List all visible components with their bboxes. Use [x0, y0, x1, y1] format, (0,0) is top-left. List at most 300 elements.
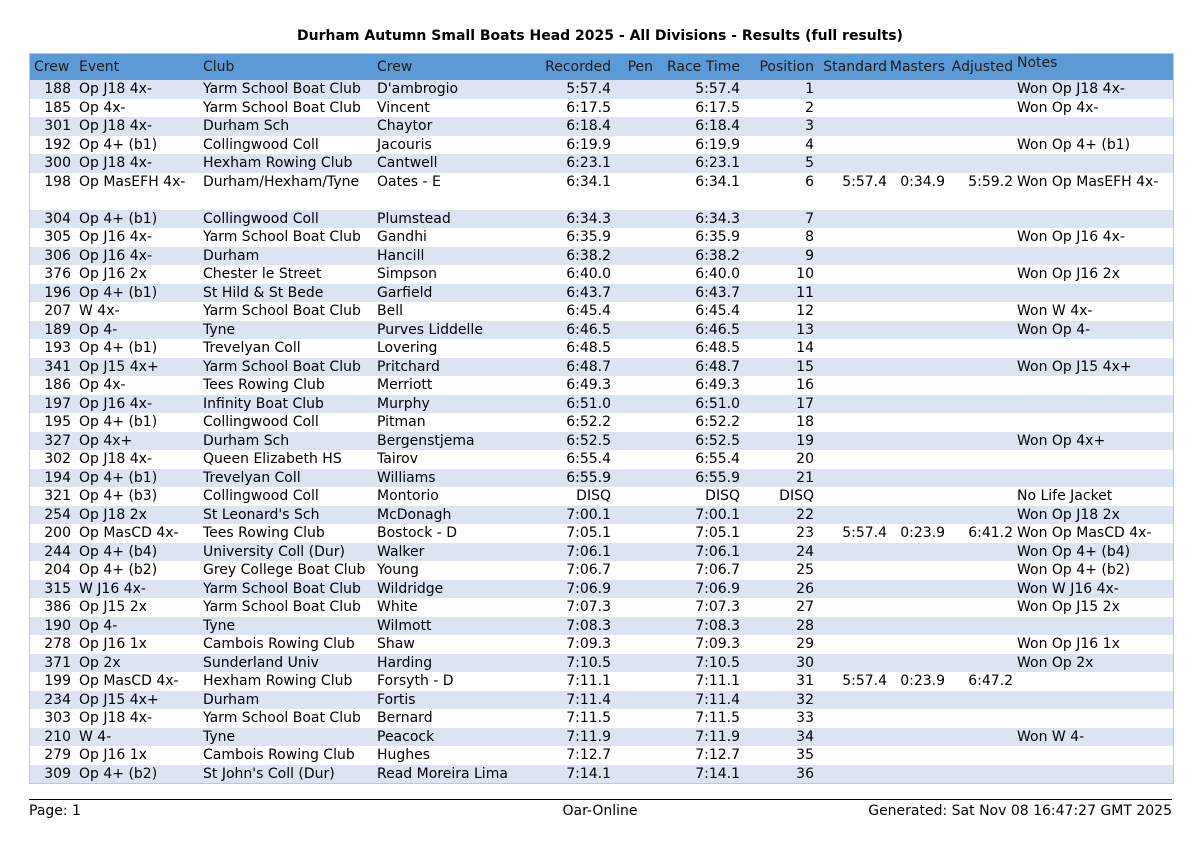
- cell-recorded: 6:40.0: [566, 266, 611, 282]
- cell-pen: [611, 524, 653, 543]
- cell-notes: Won Op 4+ (b1): [1017, 136, 1131, 153]
- cell-adjusted: [945, 228, 1013, 247]
- cell-event: Op J16 2x: [79, 266, 147, 282]
- cell-masters: [887, 136, 945, 155]
- cell-adjusted: [945, 376, 1013, 395]
- cell-standard: [814, 432, 887, 451]
- cell-crew-name: Bernard: [377, 710, 433, 726]
- cell-recorded: 7:14.1: [566, 765, 611, 782]
- cell-notes: Won Op 2x: [1017, 654, 1094, 671]
- cell-race-time: 6:55.4: [695, 451, 740, 467]
- cell-club: Tyne: [203, 321, 236, 338]
- table-row: [30, 210, 1173, 229]
- cell-notes: Won Op J18 4x-: [1017, 81, 1125, 97]
- table-row: [30, 265, 1173, 284]
- cell-notes: [1013, 617, 1173, 636]
- cell-club: St John's Coll (Dur): [203, 765, 335, 782]
- cell-notes: [1013, 376, 1173, 395]
- cell-race-time: 7:11.1: [695, 673, 740, 689]
- cell-club: Durham Sch: [203, 432, 290, 449]
- cell-race-time: 7:06.9: [695, 580, 740, 597]
- cell-crew-name: Young: [377, 562, 419, 578]
- cell-crew-number: 304: [44, 210, 71, 227]
- cell-standard: [814, 358, 887, 377]
- cell-standard: [814, 136, 887, 155]
- cell-crew-name: Wildridge: [377, 580, 444, 597]
- cell-notes: [1013, 765, 1173, 784]
- cell-recorded: 7:00.1: [566, 506, 611, 523]
- cell-crew-number: 189: [44, 321, 71, 338]
- cell-position: 23: [796, 525, 814, 541]
- cell-pen: [611, 376, 653, 395]
- cell-standard: [814, 450, 887, 469]
- cell-standard: [814, 728, 887, 747]
- cell-notes: [1013, 284, 1173, 303]
- cell-crew-name: Lovering: [377, 340, 438, 356]
- cell-masters: [887, 580, 945, 599]
- header-crew-name: Crew: [377, 59, 413, 75]
- cell-masters: [887, 117, 945, 136]
- cell-pen: [611, 450, 653, 469]
- cell-standard: [814, 321, 887, 340]
- table-row: [30, 284, 1173, 303]
- cell-notes: Won Op 4x-: [1017, 99, 1099, 116]
- cell-crew-number: 194: [44, 469, 71, 486]
- cell-crew-name: White: [377, 599, 418, 615]
- cell-position: 12: [796, 303, 814, 319]
- cell-race-time: 7:11.9: [695, 728, 740, 745]
- cell-masters: [887, 728, 945, 747]
- cell-crew-name: Pritchard: [377, 358, 440, 375]
- generated-timestamp: Generated: Sat Nov 08 16:47:27 GMT 2025: [868, 803, 1172, 819]
- table-row: [30, 395, 1173, 414]
- cell-masters: [887, 413, 945, 432]
- header-notes: Notes: [1017, 55, 1058, 71]
- cell-masters: [887, 617, 945, 636]
- cell-notes: Won Op MasEFH 4x-: [1017, 173, 1159, 190]
- table-row: [30, 654, 1173, 673]
- cell-club: Tees Rowing Club: [203, 525, 325, 541]
- cell-club: Hexham Rowing Club: [203, 155, 353, 171]
- cell-event: Op J18 4x-: [79, 118, 152, 134]
- cell-recorded: DISQ: [576, 488, 611, 504]
- cell-crew-number: 371: [44, 654, 71, 671]
- cell-race-time: 6:51.0: [695, 395, 740, 412]
- cell-race-time: 7:14.1: [695, 765, 740, 782]
- header-crew-number: Crew: [34, 59, 70, 75]
- cell-club: Collingwood Coll: [203, 210, 319, 227]
- cell-position: 33: [796, 710, 814, 726]
- header-adjusted: Adjusted: [951, 59, 1013, 75]
- cell-crew-number: 195: [44, 414, 71, 430]
- cell-event: Op J18 4x-: [79, 710, 152, 726]
- cell-pen: [611, 339, 653, 358]
- cell-adjusted: [945, 117, 1013, 136]
- cell-crew-name: Purves Liddelle: [377, 321, 483, 338]
- cell-position: 2: [805, 99, 814, 116]
- cell-adjusted: [945, 99, 1013, 118]
- cell-race-time: 6:38.2: [695, 247, 740, 264]
- cell-pen: [611, 99, 653, 118]
- cell-masters: [887, 321, 945, 340]
- cell-crew-number: 192: [44, 136, 71, 153]
- cell-recorded: 6:46.5: [566, 321, 611, 338]
- cell-recorded: 7:06.1: [566, 543, 611, 560]
- cell-recorded: 7:06.9: [566, 580, 611, 597]
- cell-crew-name: Montorio: [377, 488, 439, 504]
- cell-standard: [814, 247, 887, 266]
- cell-standard: [814, 746, 887, 765]
- cell-club: Cambois Rowing Club: [203, 636, 355, 652]
- cell-masters: [887, 654, 945, 673]
- cell-notes: Won Op MasCD 4x-: [1017, 525, 1152, 541]
- cell-crew-number: 207: [44, 303, 71, 319]
- cell-club: Yarm School Boat Club: [203, 710, 361, 726]
- cell-crew-name: Hancill: [377, 247, 425, 264]
- cell-crew-number: 190: [44, 617, 71, 634]
- cell-race-time: 6:55.9: [695, 469, 740, 486]
- cell-adjusted: [945, 450, 1013, 469]
- table-row: [30, 617, 1173, 636]
- cell-pen: [611, 284, 653, 303]
- cell-adjusted: [945, 617, 1013, 636]
- cell-pen: [611, 210, 653, 229]
- cell-notes: Won Op 4+ (b4): [1017, 543, 1131, 560]
- cell-crew-number: 197: [44, 395, 71, 412]
- cell-crew-name: Walker: [377, 543, 425, 560]
- cell-notes: [1013, 691, 1173, 710]
- cell-position: 6: [805, 173, 814, 190]
- cell-pen: [611, 247, 653, 266]
- cell-crew-name: Fortis: [377, 691, 416, 708]
- cell-pen: [611, 413, 653, 432]
- cell-adjusted: [945, 469, 1013, 488]
- cell-race-time: 6:46.5: [695, 321, 740, 338]
- cell-club: Tyne: [203, 728, 236, 745]
- cell-notes: Won Op J16 1x: [1017, 636, 1120, 652]
- cell-pen: [611, 117, 653, 136]
- cell-crew-name: Garfield: [377, 284, 433, 301]
- cell-notes: Won W 4x-: [1017, 303, 1093, 319]
- cell-crew-name: Merriott: [377, 377, 433, 393]
- header-event: Event: [79, 59, 120, 75]
- cell-standard: 5:57.4: [842, 673, 887, 689]
- cell-masters: [887, 691, 945, 710]
- cell-crew-number: 301: [44, 118, 71, 134]
- cell-club: Hexham Rowing Club: [203, 673, 353, 689]
- table-row: [30, 321, 1173, 340]
- cell-pen: [611, 321, 653, 340]
- cell-masters: [887, 506, 945, 525]
- cell-notes: [1013, 154, 1173, 173]
- cell-standard: [814, 561, 887, 580]
- cell-race-time: 6:49.3: [695, 377, 740, 393]
- cell-masters: [887, 228, 945, 247]
- table-row: [30, 413, 1173, 432]
- cell-position: 5: [805, 155, 814, 171]
- cell-position: 26: [796, 580, 814, 597]
- cell-notes: Won Op J16 2x: [1017, 266, 1120, 282]
- cell-standard: [814, 210, 887, 229]
- cell-masters: [887, 561, 945, 580]
- cell-position: DISQ: [779, 488, 814, 504]
- cell-adjusted: [945, 284, 1013, 303]
- cell-crew-name: McDonagh: [377, 506, 452, 523]
- cell-recorded: 7:10.5: [566, 654, 611, 671]
- cell-pen: [611, 672, 653, 691]
- cell-masters: [887, 376, 945, 395]
- cell-crew-name: Hughes: [377, 747, 431, 763]
- cell-event: W 4-: [79, 728, 112, 745]
- cell-pen: [611, 154, 653, 173]
- cell-recorded: 6:43.7: [566, 284, 611, 301]
- table-row: [30, 99, 1173, 118]
- cell-pen: [611, 765, 653, 784]
- cell-race-time: 7:08.3: [695, 617, 740, 634]
- cell-adjusted: [945, 487, 1013, 506]
- cell-race-time: 6:23.1: [695, 155, 740, 171]
- table-row: [30, 561, 1173, 580]
- cell-recorded: 6:48.7: [566, 358, 611, 375]
- cell-race-time: 6:18.4: [695, 118, 740, 134]
- cell-club: University Coll (Dur): [203, 543, 345, 560]
- cell-position: 13: [796, 321, 814, 338]
- cell-pen: [611, 173, 653, 210]
- cell-crew-number: 204: [44, 562, 71, 578]
- cell-position: 9: [805, 247, 814, 264]
- cell-club: Durham: [203, 691, 260, 708]
- cell-race-time: 7:10.5: [695, 654, 740, 671]
- cell-event: Op J16 1x: [79, 636, 147, 652]
- cell-recorded: 6:23.1: [566, 155, 611, 171]
- table-row: [30, 302, 1173, 321]
- cell-crew-number: 302: [44, 451, 71, 467]
- cell-standard: [814, 765, 887, 784]
- cell-crew-number: 303: [44, 710, 71, 726]
- cell-race-time: 6:34.3: [695, 210, 740, 227]
- cell-club: Yarm School Boat Club: [203, 99, 361, 116]
- header-standard: Standard: [823, 59, 887, 75]
- cell-race-time: 7:07.3: [695, 599, 740, 615]
- cell-crew-number: 309: [44, 765, 71, 782]
- cell-club: Sunderland Univ: [203, 654, 319, 671]
- table-row: [30, 117, 1173, 136]
- cell-event: W 4x-: [79, 303, 120, 319]
- cell-notes: [1013, 395, 1173, 414]
- cell-adjusted: [945, 506, 1013, 525]
- cell-club: Yarm School Boat Club: [203, 303, 361, 319]
- cell-adjusted: [945, 635, 1013, 654]
- cell-recorded: 6:34.1: [566, 173, 611, 190]
- cell-notes: [1013, 469, 1173, 488]
- cell-recorded: 6:55.9: [566, 469, 611, 486]
- cell-recorded: 7:06.7: [566, 562, 611, 578]
- cell-masters: 0:23.9: [900, 525, 945, 541]
- cell-adjusted: [945, 302, 1013, 321]
- cell-crew-name: Forsyth - D: [377, 673, 454, 689]
- footer-divider: [29, 799, 1172, 800]
- cell-race-time: 6:52.5: [695, 432, 740, 449]
- table-row: [30, 173, 1173, 210]
- cell-recorded: 6:52.2: [566, 414, 611, 430]
- cell-recorded: 6:34.3: [566, 210, 611, 227]
- cell-standard: [814, 395, 887, 414]
- cell-pen: [611, 598, 653, 617]
- cell-event: Op MasEFH 4x-: [79, 173, 186, 190]
- cell-event: Op 4+ (b1): [79, 136, 158, 153]
- cell-standard: [814, 302, 887, 321]
- cell-position: 18: [796, 414, 814, 430]
- cell-event: Op 4+ (b2): [79, 562, 158, 578]
- cell-masters: 0:23.9: [900, 673, 945, 689]
- cell-event: Op 4x-: [79, 99, 126, 116]
- cell-standard: [814, 487, 887, 506]
- cell-crew-name: Pitman: [377, 414, 426, 430]
- cell-event: Op 4+ (b4): [79, 543, 158, 560]
- cell-event: Op J16 4x-: [79, 229, 152, 245]
- cell-pen: [611, 561, 653, 580]
- cell-standard: [814, 228, 887, 247]
- cell-crew-name: Gandhi: [377, 229, 427, 245]
- cell-crew-number: 376: [44, 266, 71, 282]
- cell-standard: [814, 339, 887, 358]
- cell-adjusted: [945, 395, 1013, 414]
- cell-event: Op J16 4x-: [79, 247, 152, 264]
- cell-position: 3: [805, 118, 814, 134]
- cell-recorded: 7:12.7: [566, 747, 611, 763]
- cell-masters: [887, 358, 945, 377]
- cell-recorded: 6:55.4: [566, 451, 611, 467]
- cell-notes: Won Op J15 2x: [1017, 599, 1120, 615]
- cell-club: Grey College Boat Club: [203, 562, 366, 578]
- cell-position: 20: [796, 451, 814, 467]
- cell-recorded: 6:38.2: [566, 247, 611, 264]
- table-row: [30, 247, 1173, 266]
- cell-standard: [814, 80, 887, 99]
- cell-race-time: 7:05.1: [695, 525, 740, 541]
- cell-notes: Won Op 4x+: [1017, 432, 1106, 449]
- cell-pen: [611, 654, 653, 673]
- cell-event: W J16 4x-: [79, 580, 146, 597]
- cell-adjusted: [945, 654, 1013, 673]
- cell-race-time: 6:45.4: [695, 303, 740, 319]
- cell-position: 36: [796, 765, 814, 782]
- cell-position: 7: [805, 210, 814, 227]
- cell-position: 19: [796, 432, 814, 449]
- cell-pen: [611, 395, 653, 414]
- cell-recorded: 7:05.1: [566, 525, 611, 541]
- cell-event: Op 4x+: [79, 432, 133, 449]
- header-recorded: Recorded: [545, 59, 611, 75]
- cell-pen: [611, 302, 653, 321]
- cell-recorded: 7:09.3: [566, 636, 611, 652]
- cell-crew-number: 186: [44, 377, 71, 393]
- table-row: [30, 487, 1173, 506]
- cell-pen: [611, 709, 653, 728]
- cell-adjusted: [945, 765, 1013, 784]
- cell-event: Op J15 2x: [79, 599, 147, 615]
- cell-adjusted: [945, 247, 1013, 266]
- cell-race-time: 6:34.1: [695, 173, 740, 190]
- results-table: [29, 53, 1174, 784]
- cell-pen: [611, 487, 653, 506]
- cell-masters: [887, 746, 945, 765]
- cell-standard: [814, 617, 887, 636]
- cell-position: 15: [796, 358, 814, 375]
- cell-masters: [887, 265, 945, 284]
- cell-position: 8: [805, 229, 814, 245]
- cell-club: Collingwood Coll: [203, 488, 319, 504]
- cell-standard: [814, 154, 887, 173]
- cell-position: 32: [796, 691, 814, 708]
- cell-race-time: 7:11.4: [695, 691, 740, 708]
- cell-adjusted: [945, 746, 1013, 765]
- cell-notes: [1013, 709, 1173, 728]
- cell-notes: [1013, 247, 1173, 266]
- cell-position: 25: [796, 562, 814, 578]
- cell-pen: [611, 543, 653, 562]
- cell-club: Collingwood Coll: [203, 136, 319, 153]
- table-row: [30, 506, 1173, 525]
- cell-race-time: 7:12.7: [695, 747, 740, 763]
- cell-crew-name: Bostock - D: [377, 525, 458, 541]
- cell-masters: [887, 432, 945, 451]
- cell-recorded: 7:11.5: [566, 710, 611, 726]
- table-row: [30, 635, 1173, 654]
- cell-crew-name: Tairov: [377, 451, 419, 467]
- cell-masters: [887, 765, 945, 784]
- cell-adjusted: [945, 321, 1013, 340]
- cell-club: Cambois Rowing Club: [203, 747, 355, 763]
- cell-adjusted: [945, 136, 1013, 155]
- cell-recorded: 7:08.3: [566, 617, 611, 634]
- cell-race-time: DISQ: [705, 488, 740, 504]
- cell-pen: [611, 358, 653, 377]
- cell-race-time: 6:17.5: [695, 99, 740, 116]
- cell-club: Tees Rowing Club: [203, 377, 325, 393]
- cell-notes: No Life Jacket: [1017, 488, 1113, 504]
- cell-race-time: 7:11.5: [695, 710, 740, 726]
- cell-club: Chester le Street: [203, 266, 322, 282]
- cell-crew-name: Jacouris: [377, 136, 432, 153]
- cell-pen: [611, 635, 653, 654]
- table-row: [30, 709, 1173, 728]
- cell-club: Durham/Hexham/Tyne: [203, 173, 360, 190]
- cell-masters: [887, 284, 945, 303]
- cell-adjusted: [945, 80, 1013, 99]
- cell-crew-number: 210: [44, 728, 71, 745]
- cell-pen: [611, 80, 653, 99]
- cell-crew-number: 193: [44, 340, 71, 356]
- cell-position: 11: [796, 284, 814, 301]
- cell-crew-name: D'ambrogio: [377, 81, 459, 97]
- cell-recorded: 6:35.9: [566, 229, 611, 245]
- cell-recorded: 7:11.1: [566, 673, 611, 689]
- cell-crew-number: 198: [44, 173, 71, 190]
- cell-event: Op J16 4x-: [79, 395, 152, 412]
- cell-crew-name: Plumstead: [377, 210, 451, 227]
- table-row: [30, 598, 1173, 617]
- cell-notes: [1013, 672, 1173, 691]
- cell-event: Op MasCD 4x-: [79, 525, 179, 541]
- table-row: [30, 765, 1173, 784]
- cell-pen: [611, 469, 653, 488]
- cell-notes: Won W 4-: [1017, 728, 1085, 745]
- cell-standard: [814, 376, 887, 395]
- cell-adjusted: [945, 358, 1013, 377]
- cell-event: Op 4+ (b1): [79, 210, 158, 227]
- cell-masters: [887, 210, 945, 229]
